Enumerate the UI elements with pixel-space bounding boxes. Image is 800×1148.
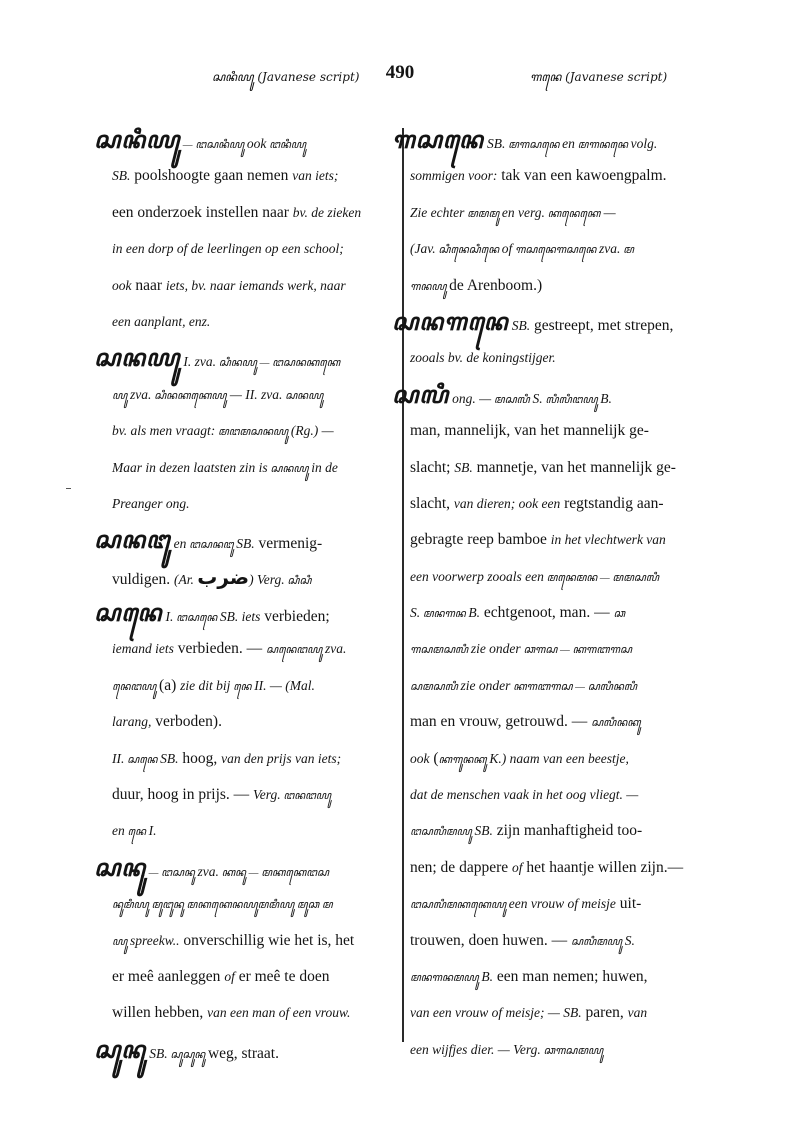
javanese-text: ꦤꦺ <box>230 680 255 693</box>
italic-text: zva. <box>598 241 621 257</box>
javanese-text: ꦩꦤꦒꦤꦩꦪꦸ <box>410 971 482 984</box>
entry-line <box>410 195 710 231</box>
italic-text: (Rg.) — <box>290 423 334 439</box>
italic-text: zva. <box>197 863 219 879</box>
roman-text: het haantje willen zijn.— <box>522 858 684 876</box>
italic-text: spreekw.. <box>129 932 180 948</box>
italic-text: in een dorp of de leerlingen op een school; <box>112 241 344 257</box>
roman-text: regtstandig aan- <box>560 494 664 512</box>
entry-first-line <box>94 522 394 558</box>
italic-text: een aanplant, enz. <box>112 313 211 329</box>
entry-line <box>410 995 710 1031</box>
entry-line <box>410 741 710 777</box>
javanese-text: ꦪꦸ <box>112 935 130 948</box>
italic-text: SB. <box>112 168 131 184</box>
entry-line <box>112 886 394 922</box>
javanese-text: — ꦔꦱꦤꦶꦪꦸ <box>180 139 247 151</box>
entry-line <box>112 668 394 704</box>
italic-text: zie dit bij <box>180 677 231 693</box>
entry-first-line <box>392 377 710 413</box>
roman-text: de Arenboom.) <box>449 276 543 294</box>
italic-text: II. — (Mal. <box>254 677 315 693</box>
dictionary-entry <box>94 122 394 340</box>
entry-line <box>410 631 710 667</box>
italic-text: zie onder <box>460 677 511 693</box>
italic-text: SB. <box>483 136 506 151</box>
roman-text: een onderzoek instellen naar <box>112 203 293 221</box>
entry-first-line <box>392 122 710 158</box>
javanese-text: ꦕ <box>613 608 625 621</box>
margin-mark <box>66 488 71 489</box>
italic-text: in de <box>311 459 338 475</box>
entry-line <box>112 195 394 231</box>
italic-text: of <box>501 241 513 257</box>
javanese-text: ꦱꦭꦶꦩꦪꦸ <box>571 935 625 948</box>
page-header <box>0 62 800 92</box>
javanese-text: ꦏꦒꦧꦒꦱ — ꦱꦭꦶꦤꦭꦶ <box>510 680 637 693</box>
italic-text: en <box>170 536 187 552</box>
roman-text: naar <box>131 276 166 294</box>
entry-line <box>410 340 710 376</box>
italic-text: bv. de zieken <box>292 204 362 220</box>
dictionary-entry <box>94 850 394 1032</box>
dictionary-entry <box>94 1032 394 1068</box>
roman-text: nen; de dappere <box>410 858 512 876</box>
roman-text: vuldigen. <box>112 570 174 588</box>
entry-line <box>410 777 710 813</box>
entry-line <box>112 231 394 267</box>
javanese-text: ꦱꦶꦱꦶ <box>284 574 312 587</box>
italic-text: zva. <box>129 386 152 402</box>
roman-text: verboden). <box>151 713 222 731</box>
dictionary-entry <box>94 522 394 595</box>
entry-line <box>112 923 394 959</box>
roman-text: slacht; <box>410 458 455 476</box>
running-head-right: ꦒꦤꦺ (Javanese script) <box>530 70 668 84</box>
entry-first-line <box>94 122 394 158</box>
roman-text: poolshoogte gaan nemen <box>130 167 293 185</box>
javanese-text: ꦒꦱꦩꦱꦭꦶ <box>410 644 471 657</box>
italic-text: iemand iets <box>112 641 174 657</box>
roman-text: man en vrouw, getrouwd. — <box>410 713 592 731</box>
italic-text: ong. — <box>448 390 492 406</box>
headword: ꦱꦤꦺ <box>94 598 163 628</box>
italic-text: zie onder <box>470 641 521 657</box>
italic-text: en <box>562 136 575 151</box>
javanese-text: ꦱꦤꦪꦸ <box>282 389 324 402</box>
entry-line <box>410 268 710 304</box>
dictionary-entry <box>94 595 394 850</box>
right-column <box>392 122 710 1068</box>
entry-first-line <box>392 304 710 340</box>
entry-line <box>410 959 710 995</box>
left-column <box>94 122 394 1068</box>
roman-text: paren, <box>581 1004 628 1022</box>
javanese-text: ꦩꦒꦤꦤꦺ <box>574 139 631 151</box>
italic-text: en <box>112 823 125 839</box>
italic-text: larang, <box>112 714 152 730</box>
italic-text: S. <box>532 390 543 406</box>
running-head-left: ꦱꦤꦶꦪꦸ (Javanese script) <box>212 70 360 84</box>
italic-text: (Jav. <box>410 241 436 257</box>
italic-text: — II. zva. <box>226 386 283 402</box>
italic-text: SB. <box>474 823 493 839</box>
italic-text: een voorwerp zooals een <box>410 568 544 584</box>
italic-text: van iets; <box>292 168 339 184</box>
javanese-text: ꦕꦒꦱ — ꦏꦒꦧꦒꦱ <box>520 644 632 657</box>
italic-text: S. <box>624 932 635 948</box>
entry-line <box>410 850 710 886</box>
entry-line <box>410 813 710 849</box>
roman-text: onverschillig wie het is, het <box>179 931 355 949</box>
dictionary-entry <box>392 377 710 1068</box>
roman-text: tak van een kawoengpalm. <box>497 167 667 185</box>
entry-line <box>410 231 710 267</box>
javanese-text: ꦩꦱꦭꦶ <box>491 393 533 406</box>
entry-line <box>112 450 394 486</box>
roman-text: er meê aanleggen <box>112 967 225 985</box>
entry-line <box>112 995 394 1031</box>
javanese-text: ꦭꦶꦭꦶꦔꦪꦸ <box>542 393 601 406</box>
javanese-text: ꦩꦔꦩꦱꦤꦪꦸ <box>215 426 291 439</box>
entry-line <box>410 486 710 522</box>
roman-text: mannetje, van het mannelijk ge- <box>472 458 676 476</box>
javanese-text: ꦔꦤꦔꦪꦸ <box>280 790 331 803</box>
entry-line <box>410 668 710 704</box>
roman-text: man, mannelijk, van het mannelijk ge- <box>410 422 649 440</box>
italic-text: iets, bv. naar iemands werk, naar <box>165 277 346 293</box>
javanese-text: ꦏꦒꦸꦤꦏꦸ <box>438 753 490 766</box>
italic-text: B. <box>600 390 612 406</box>
entry-line <box>112 377 394 413</box>
entry-first-line <box>94 595 394 631</box>
italic-text: ) Verg. <box>249 571 285 587</box>
italic-text: ook <box>410 750 430 766</box>
italic-text: SB. <box>454 459 473 475</box>
entry-line <box>112 959 394 995</box>
entry-first-line <box>94 850 394 886</box>
italic-text: van <box>627 1005 648 1021</box>
headword: ꦱꦸꦤꦸ <box>94 1034 146 1064</box>
roman-text: trouwen, doen huwen. — <box>410 931 571 949</box>
javanese-text: ꦱꦤꦺꦔꦪꦸ <box>265 644 325 657</box>
dictionary-entry <box>392 122 710 304</box>
italic-text: zva. <box>324 641 347 657</box>
dictionary-entry <box>392 304 710 377</box>
javanese-text: ꦱꦤꦺ <box>124 753 161 766</box>
javanese-text: ꦔꦤꦶꦪꦸ <box>266 139 306 151</box>
javanese-text: ꦏꦤꦸ — ꦩꦏꦏꦺꦔꦱ <box>218 866 329 879</box>
javanese-text: ꦱꦶꦤꦺꦱꦶꦤꦺ <box>435 244 502 257</box>
entry-line <box>112 158 394 194</box>
entry-line <box>112 268 394 304</box>
javanese-text: ꦩꦒꦱꦤꦺ <box>505 139 563 151</box>
italic-text: Preanger ong. <box>112 495 190 511</box>
javanese-text: ꦒꦱꦤꦺꦒꦱꦤꦺ <box>512 244 599 257</box>
roman-text: weg, straat. <box>207 1044 279 1062</box>
headword: ꦱꦤꦒꦤꦺ <box>392 306 509 336</box>
italic-text: van den prijs van iets; <box>221 750 342 766</box>
headword: ꦱꦭꦶ <box>392 379 449 409</box>
entry-first-line <box>94 1032 394 1068</box>
entry-line <box>410 413 710 449</box>
entry-line <box>410 559 710 595</box>
entry-line <box>112 777 394 813</box>
italic-text: van een vrouw of meisje; — SB. <box>410 1005 582 1021</box>
italic-text: of <box>224 968 235 984</box>
javanese-text: ꦤꦺ <box>124 826 149 839</box>
italic-text: ook <box>112 277 132 293</box>
roman-text: een man nemen; huwen, <box>493 967 648 985</box>
italic-text: SB. <box>508 317 531 333</box>
headword: ꦒꦱꦤꦺ <box>392 125 484 154</box>
entry-line <box>112 304 394 340</box>
arabic-text: ضرب <box>197 564 250 589</box>
entry-line <box>410 450 710 486</box>
roman-text: gestreept, met strepen, <box>530 316 674 334</box>
javanese-text: ꦩꦩꦩꦸ <box>464 207 502 220</box>
roman-text: echtgenoot, man. — <box>480 604 614 622</box>
italic-text: SB. <box>145 1045 168 1061</box>
italic-text: bv. als men vraagt: <box>112 423 216 439</box>
roman-text: ( <box>429 749 439 767</box>
javanese-text: ꦏꦤꦺꦏꦺ <box>544 207 601 220</box>
italic-text: of <box>512 859 523 875</box>
entry-line <box>410 595 710 631</box>
headword: ꦱꦤꦶꦪꦸ <box>94 125 181 154</box>
javanese-text: ꦪꦸ <box>112 389 130 402</box>
italic-text: B. <box>481 968 494 984</box>
italic-text: Zie echter <box>410 204 465 220</box>
javanese-text: ꦩꦤꦺꦩꦤ — ꦩꦩꦱꦭꦶ <box>543 571 659 584</box>
javanese-text: ꦤꦺꦔꦪꦸ <box>112 680 160 693</box>
italic-text: ook <box>246 136 267 151</box>
roman-text: uit- <box>615 895 642 913</box>
javanese-text: ꦱꦸꦱꦸꦤꦸ <box>167 1048 208 1061</box>
roman-text: duur, hoog in prijs. — <box>112 786 254 804</box>
italic-text: S. <box>410 605 421 621</box>
italic-text: en verg. <box>501 204 545 220</box>
italic-text: zooals bv. de koningstijger. <box>410 350 556 366</box>
italic-text: een wijfjes dier. — Verg. <box>410 1041 541 1057</box>
entry-line <box>112 486 394 522</box>
roman-text: vermenig- <box>254 535 323 553</box>
italic-text: (Ar. <box>174 571 198 587</box>
page-number: 490 <box>385 62 415 83</box>
javanese-text: ꦩꦤꦒꦤ <box>420 608 469 621</box>
entry-line <box>112 631 394 667</box>
column-divider <box>402 128 404 1042</box>
italic-text: van een man of een vrouw. <box>207 1005 351 1021</box>
roman-text: verbieden. — <box>173 640 266 658</box>
entry-line <box>112 559 394 595</box>
roman-text: hoog, <box>178 749 222 767</box>
italic-text: volg. <box>630 136 658 151</box>
javanese-text: ꦔꦱꦭꦶꦩꦪꦸ <box>410 826 475 839</box>
javanese-text: ꦔꦱꦤꦔꦸ <box>186 539 237 552</box>
roman-text: (a) <box>159 676 181 694</box>
javanese-text: ꦔꦱꦤꦺ <box>173 612 220 625</box>
javanese-text: ꦱꦶꦤꦪꦸ — ꦔꦱꦤꦏꦏꦺ <box>216 357 341 370</box>
headword: ꦱꦤꦔꦸ <box>94 525 171 555</box>
italic-text: in het vlechtwerk van <box>550 532 666 548</box>
italic-text: SB. <box>236 536 255 552</box>
roman-text: er meê te doen <box>234 967 330 985</box>
entry-line <box>112 741 394 777</box>
entry-line <box>410 158 710 194</box>
javanese-text: — ꦔꦱꦤꦸ <box>145 866 198 879</box>
javanese-text: ꦱꦤꦪꦸ <box>267 462 312 475</box>
javanese-text: ꦕꦒꦱꦩꦪꦸ <box>540 1044 604 1057</box>
italic-text: sommigen voor: <box>410 168 498 184</box>
italic-text: I. <box>148 823 157 839</box>
javanese-text: ꦱꦭꦶꦤꦏꦸ <box>591 717 641 730</box>
javanese-text: ꦒꦤꦪꦸ <box>410 280 450 293</box>
italic-text: dat de menschen vaak in het oog vliegt. — <box>410 787 639 803</box>
entry-line <box>112 704 394 740</box>
italic-text: een vrouw of meisje <box>508 896 616 912</box>
javanese-text: ꦱꦩꦱꦭꦶ <box>410 680 461 693</box>
entry-line <box>410 886 710 922</box>
italic-text: SB. iets <box>219 609 261 625</box>
italic-text: — <box>600 204 616 220</box>
entry-line <box>112 813 394 849</box>
entry-line <box>112 413 394 449</box>
javanese-text: ꦩ <box>620 244 634 257</box>
headword: ꦱꦤꦸ <box>94 852 146 882</box>
entry-first-line <box>94 340 394 376</box>
italic-text: K.) naam van een beestje, <box>489 750 629 766</box>
roman-text: willen hebben, <box>112 1004 208 1022</box>
dictionary-entry <box>94 340 394 522</box>
roman-text: verbieden; <box>260 608 330 626</box>
italic-text: I. <box>162 609 174 625</box>
roman-text: slacht, <box>410 494 454 512</box>
italic-text: I. zva. <box>180 354 217 370</box>
italic-text: SB. <box>160 750 179 766</box>
entry-line <box>410 923 710 959</box>
italic-text: van dieren; ook een <box>453 495 561 511</box>
roman-text: gebragte reep bamboe <box>410 531 551 549</box>
italic-text: Verg. <box>253 787 281 803</box>
italic-text: B. <box>468 605 480 621</box>
roman-text: zijn manhaftigheid too- <box>492 822 643 840</box>
headword: ꦱꦤꦪꦸ <box>94 343 181 373</box>
italic-text: Maar in dezen laatsten zin is <box>112 459 268 475</box>
entry-line <box>410 522 710 558</box>
javanese-text: ꦤꦸꦩꦶꦪꦸ ꦩꦸꦔꦸꦤꦸ ꦩꦏꦏꦺꦤꦪꦸꦩꦩꦶꦪꦸ ꦩꦸꦕ ꦩ <box>112 899 333 912</box>
javanese-text: ꦔꦱꦭꦶꦩꦏꦏꦺꦪꦸ <box>410 899 509 912</box>
italic-text: II. <box>112 750 125 766</box>
entry-line <box>410 704 710 740</box>
javanese-text: ꦱꦶꦤꦏꦏꦺꦪꦸ <box>151 389 227 402</box>
entry-line <box>410 1032 710 1068</box>
